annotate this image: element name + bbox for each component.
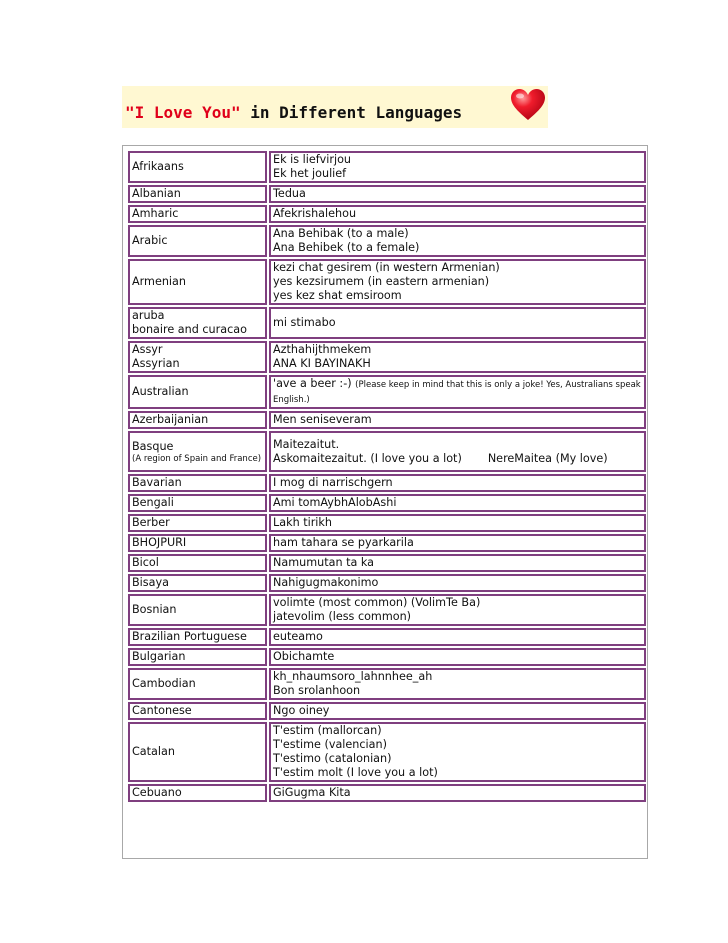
language-cell bbox=[128, 648, 267, 666]
translation-line: Maitezaitut. bbox=[273, 437, 340, 451]
language-name: Azerbaijanian bbox=[132, 413, 209, 426]
language-name: bonaire and curacao bbox=[132, 323, 247, 336]
table-row bbox=[128, 702, 646, 720]
translation-line: T'estimo (catalonian) bbox=[273, 752, 392, 765]
language-name: Basque bbox=[132, 439, 174, 453]
language-name: Bavarian bbox=[132, 476, 182, 489]
language-cell bbox=[128, 151, 267, 183]
heart-icon bbox=[510, 88, 546, 122]
language-name: Assyr bbox=[132, 343, 163, 356]
language-cell bbox=[128, 594, 267, 626]
translation-line-with-note bbox=[273, 377, 642, 407]
translation-line: ANA KI BAYINAKH bbox=[273, 357, 371, 370]
language-cell bbox=[128, 411, 267, 429]
language-note: (A region of Spain and France) bbox=[132, 453, 262, 464]
language-cell bbox=[128, 554, 267, 572]
translation-cell bbox=[269, 702, 646, 720]
language-name: Cambodian bbox=[132, 677, 196, 690]
language-cell bbox=[128, 259, 267, 305]
language-cell bbox=[128, 225, 267, 257]
translation-cell bbox=[269, 151, 646, 183]
translation-line: Tedua bbox=[273, 187, 306, 200]
translation-line-with-extra bbox=[273, 452, 642, 466]
table-row bbox=[128, 185, 646, 203]
translation-line: GiGugma Kita bbox=[273, 786, 351, 799]
translation-cell bbox=[269, 534, 646, 552]
translation-line: Ek is liefvirjou bbox=[273, 153, 352, 166]
languages-table bbox=[126, 149, 648, 804]
translation-cell bbox=[269, 185, 646, 203]
translation-cell bbox=[269, 259, 646, 305]
translation-line: T'estim molt (I love you a lot) bbox=[273, 766, 438, 779]
language-cell bbox=[128, 668, 267, 700]
language-cell bbox=[128, 307, 267, 339]
translation-line: volimte (most common) (VolimTe Ba) bbox=[273, 596, 481, 609]
table-row bbox=[128, 431, 646, 472]
translation-cell bbox=[269, 411, 646, 429]
translation-cell bbox=[269, 307, 646, 339]
translation-line: Nahigugmakonimo bbox=[273, 576, 379, 589]
translation-line: T'estim (mallorcan) bbox=[273, 724, 382, 737]
table-row bbox=[128, 594, 646, 626]
translation-cell bbox=[269, 648, 646, 666]
language-name: Albanian bbox=[132, 187, 181, 200]
title-quoted: "I Love You" bbox=[125, 103, 241, 122]
translation-cell bbox=[269, 205, 646, 223]
translation-line: Ami tomAybhAlobAshi bbox=[273, 496, 397, 509]
translation-line: I mog di narrischgern bbox=[273, 476, 393, 489]
language-name: Brazilian Portuguese bbox=[132, 630, 247, 643]
language-cell bbox=[128, 574, 267, 592]
translation-cell bbox=[269, 514, 646, 532]
translation-line: kh_nhaumsoro_lahnnhee_ah bbox=[273, 670, 433, 683]
language-cell bbox=[128, 722, 267, 782]
translation-line: ham tahara se pyarkarila bbox=[273, 536, 414, 549]
table-row bbox=[128, 411, 646, 429]
language-name: BHOJPURI bbox=[132, 536, 187, 549]
table-row bbox=[128, 514, 646, 532]
language-cell bbox=[128, 628, 267, 646]
table-row bbox=[128, 784, 646, 802]
language-cell bbox=[128, 534, 267, 552]
language-name: Cantonese bbox=[132, 704, 192, 717]
table-row bbox=[128, 259, 646, 305]
translation-line: Ek het joulief bbox=[273, 167, 347, 180]
language-cell bbox=[128, 341, 267, 373]
table-row bbox=[128, 668, 646, 700]
language-cell bbox=[128, 784, 267, 802]
translation-cell bbox=[269, 594, 646, 626]
translation-cell bbox=[269, 225, 646, 257]
translation-line: Azthahijthmekem bbox=[273, 343, 372, 356]
translation-cell bbox=[269, 668, 646, 700]
translation-line: yes kez shat emsiroom bbox=[273, 289, 402, 302]
table-row bbox=[128, 574, 646, 592]
translation-line: T'estime (valencian) bbox=[273, 738, 387, 751]
translation-note: (Please keep in mind that this is only a joke! Yes, Australians speak English.) bbox=[273, 380, 641, 405]
translation-cell bbox=[269, 431, 646, 472]
language-name: Afrikaans bbox=[132, 160, 184, 173]
translation-line: Ana Behibek (to a female) bbox=[273, 241, 420, 254]
table-row bbox=[128, 494, 646, 512]
language-name: Bengali bbox=[132, 496, 174, 509]
language-name: Amharic bbox=[132, 207, 179, 220]
language-name: Bisaya bbox=[132, 576, 169, 589]
translation-cell bbox=[269, 574, 646, 592]
language-name: Australian bbox=[132, 385, 189, 398]
translation-line: euteamo bbox=[273, 630, 323, 643]
translation-cell bbox=[269, 375, 646, 409]
translation-line: jatevolim (less common) bbox=[273, 610, 412, 623]
language-name: Bicol bbox=[132, 556, 159, 569]
translation-line: Lakh tirikh bbox=[273, 516, 332, 529]
table-row bbox=[128, 474, 646, 492]
language-name: Cebuano bbox=[132, 786, 182, 799]
language-name: Arabic bbox=[132, 234, 168, 247]
language-name: Armenian bbox=[132, 275, 186, 288]
language-cell bbox=[128, 431, 267, 472]
translation-cell bbox=[269, 784, 646, 802]
translation-line: Askomaitezaitut. (I love you a lot) bbox=[273, 451, 462, 465]
language-cell bbox=[128, 375, 267, 409]
translation-line: kezi chat gesirem (in western Armenian) bbox=[273, 261, 500, 274]
translation-line: yes kezsirumem (in eastern armenian) bbox=[273, 275, 490, 288]
language-cell bbox=[128, 185, 267, 203]
language-name: Berber bbox=[132, 516, 170, 529]
title-rest: in Different Languages bbox=[250, 103, 463, 122]
translation-line: Men seniseveram bbox=[273, 413, 372, 426]
translation-line: Afekrishalehou bbox=[273, 207, 357, 220]
table-row bbox=[128, 307, 646, 339]
translation-line: Namumutan ta ka bbox=[273, 556, 375, 569]
table-row bbox=[128, 628, 646, 646]
table-row bbox=[128, 341, 646, 373]
translation-line: Bon srolanhoon bbox=[273, 684, 361, 697]
table-row bbox=[128, 151, 646, 183]
table-row bbox=[128, 534, 646, 552]
language-name: Bulgarian bbox=[132, 650, 186, 663]
translation-line: Ngo oiney bbox=[273, 704, 330, 717]
translation-cell bbox=[269, 554, 646, 572]
translation-cell bbox=[269, 341, 646, 373]
title-bar bbox=[122, 86, 548, 128]
table-row bbox=[128, 205, 646, 223]
table-row bbox=[128, 225, 646, 257]
translation-cell bbox=[269, 628, 646, 646]
language-cell bbox=[128, 205, 267, 223]
language-cell bbox=[128, 474, 267, 492]
language-name: Assyrian bbox=[132, 357, 180, 370]
language-cell bbox=[128, 514, 267, 532]
table-row bbox=[128, 375, 646, 409]
table-row bbox=[128, 648, 646, 666]
table-row bbox=[128, 554, 646, 572]
translation-line: Ana Behibak (to a male) bbox=[273, 227, 409, 240]
translation-extra: NereMaitea (My love) bbox=[487, 451, 608, 465]
translation-cell bbox=[269, 722, 646, 782]
translation-line: 'ave a beer :-) bbox=[273, 377, 352, 390]
language-cell bbox=[128, 494, 267, 512]
language-name: Bosnian bbox=[132, 603, 177, 616]
languages-table-frame bbox=[122, 145, 648, 859]
translation-line: mi stimabo bbox=[273, 316, 336, 329]
language-cell bbox=[128, 702, 267, 720]
page-title bbox=[125, 103, 462, 122]
translation-cell bbox=[269, 474, 646, 492]
table-row bbox=[128, 722, 646, 782]
language-name: aruba bbox=[132, 309, 165, 322]
language-name: Catalan bbox=[132, 745, 175, 758]
translation-cell bbox=[269, 494, 646, 512]
translation-line: Obichamte bbox=[273, 650, 335, 663]
